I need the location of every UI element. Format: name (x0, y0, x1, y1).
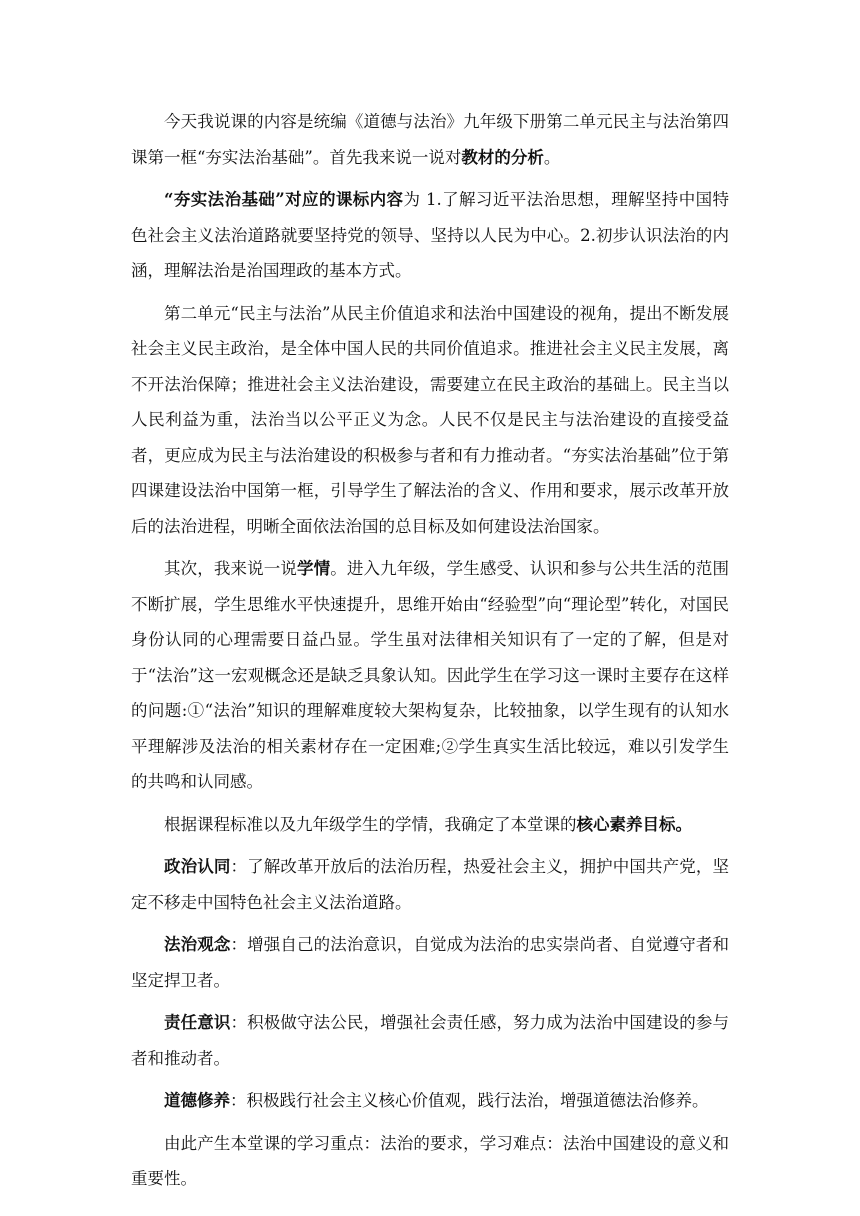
text-run: ：积极践行社会主义核心价值观，践行法治，增强道德法治修养。 (230, 1091, 709, 1110)
bold-run: 法治观念 (164, 935, 231, 954)
bold-run: 责任意识 (164, 1013, 231, 1032)
paragraph-core-goals (131, 807, 729, 843)
text-run: 根据课程标准以及九年级学生的学情，我确定了本堂课的 (164, 814, 577, 834)
bold-run: “夯实法治基础”对应的课标内容 (164, 190, 404, 209)
paragraph-rule-of-law-concept (131, 927, 729, 998)
text-run: ：增强自己的法治意识，自觉成为法治的忠实崇尚者、自觉遵守者和坚定捍卫者。 (131, 935, 730, 990)
paragraph-key-and-difficult-points (131, 1126, 729, 1197)
text-run: 由此产生本堂课的学习重点：法治的要求，学习难点：法治中国建设的意义和重要性。 (131, 1133, 729, 1188)
paragraph-political-identity (131, 849, 729, 920)
paragraph-curriculum-standard (131, 182, 729, 289)
text-run: 其次，我来说一说 (164, 559, 297, 578)
bold-run: 学情 (296, 559, 331, 578)
paragraph-unit-overview (131, 296, 729, 545)
bold-run: 政治认同 (164, 857, 231, 876)
text-run: 为 1.了解习近平法治思想，理解坚持中国特色社会主义法治道路就要坚持党的领导、坚持以人民为中心。2.初步认识法治的内涵，理解法治是治国理政的基本方式。 (131, 190, 729, 280)
paragraph-intro (131, 104, 729, 175)
text-run: ：了解改革开放后的法治历程，热爱社会主义，拥护中国共产党，坚定不移走中国特色社会主义法治道路。 (131, 857, 730, 912)
paragraph-responsibility (131, 1005, 729, 1076)
text-run: 。 (543, 147, 561, 167)
bold-run: 道德修养 (164, 1091, 230, 1110)
paragraph-moral-cultivation (131, 1083, 729, 1119)
paragraph-student-analysis (131, 551, 729, 800)
text-run: 第二单元“民主与法治”从民主价值追求和法治中国建设的视角，提出不断发展社会主义民主政治，是全体中国人民的共同价值追求。推进社会主义民主发展，离不开法治保障；推进社会主义法治建设，需要建立在民主政治的基础上。民主当以人民利益为重，法治当以公平正义为念。人民不仅是民主与法治建设的直接受益者，更应成为民主与法治建设的积极参与者和有力推动者。“夯实法治基础”位于第四课建设法治中国第一框，引导学生了解法治的含义、作用和要求，展示改革开放后的法治进程，明晰全面依法治国的总目标及如何建设法治国家。 (131, 303, 729, 536)
text-run: 今天我说课的内容是统编《道德与法治》九年级下册第二单元民主与法治第四课第一框“夯实法治基础”。首先我来说一说对 (131, 112, 729, 167)
text-run: 。进入九年级，学生感受、认识和参与公共生活的范围不断扩展，学生思维水平快速提升，思维开始由“经验型”向“理论型”转化，对国民身份认同的心理需要日益凸显。学生虽对法律相关知识有了一定的了解，但是对于“法治”这一宏观概念还是缺乏具象认知。因此学生在学习这一课时主要存在这样的问题:①“法治”知识的理解难度较大架构复杂，比较抽象，以学生现有的认知水平理解涉及法治的相关素材存在一定困难;②学生真实生活比较远，难以引发学生的共鸣和认同感。 (131, 559, 730, 791)
document-page (131, 104, 729, 1204)
bold-run: 教材的分析 (461, 147, 544, 167)
text-run: ：积极做守法公民，增强社会责任感，努力成为法治中国建设的参与者和推动者。 (131, 1013, 730, 1068)
bold-run: 核心素养目标。 (576, 814, 692, 834)
